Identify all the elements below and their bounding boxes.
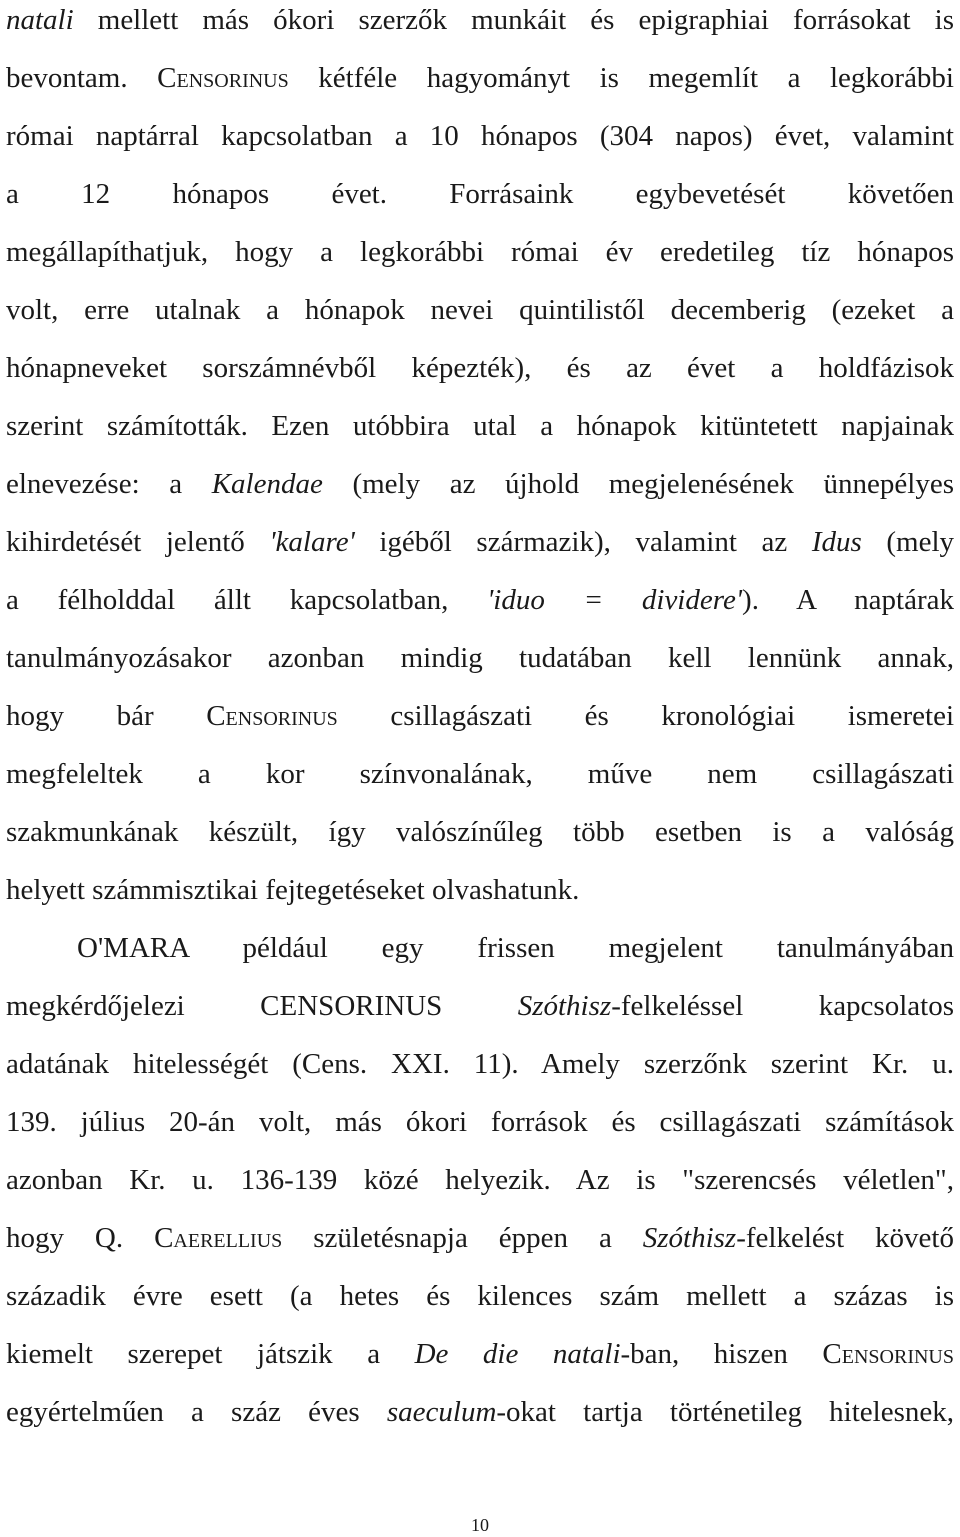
text-segment: (mely	[861, 526, 955, 558]
text-line	[6, 928, 954, 968]
text-line	[6, 1160, 954, 1200]
text-segment: mellett más ókori szerzők munkáit és epigraphiai forrásokat is	[73, 4, 954, 36]
text-line	[6, 696, 954, 736]
italic-text: saeculum	[386, 1396, 497, 1428]
text-segment: 139. július 20-án volt, más ókori források és csillagászati számítások	[6, 1106, 954, 1138]
text-line	[6, 348, 954, 388]
text-line	[6, 870, 954, 910]
text-segment: volt, erre utalnak a hónapok nevei quintilistől decemberig (ezeket a	[6, 294, 954, 326]
text-segment: megállapíthatjuk, hogy a legkorábbi római év eredetileg tíz hónapos	[6, 236, 954, 268]
italic-text: Szóthisz	[642, 1222, 737, 1254]
text-line	[6, 754, 954, 794]
italic-text: Szóthisz	[517, 990, 612, 1022]
text-segment: római naptárral kapcsolatban a 10 hónapos (304 napos) évet, valamint	[6, 120, 954, 152]
text-line	[6, 522, 954, 562]
text-line	[6, 1392, 954, 1432]
text-segment: csillagászati és kronológiai ismeretei	[337, 700, 954, 732]
italic-text: De die natali	[414, 1338, 621, 1370]
italic-text: Idus	[811, 526, 862, 558]
text-segment: adatának hitelességét (Cens. XXI. 11). Amely szerzőnk szerint Kr. u.	[6, 1048, 954, 1080]
text-segment: születésnapja éppen a	[282, 1222, 643, 1254]
text-segment: a félholddal állt kapcsolatban,	[6, 584, 488, 616]
text-line	[6, 58, 954, 98]
text-line	[6, 812, 954, 852]
italic-text: 'iduo = dividere'	[487, 584, 743, 616]
text-line	[6, 1218, 954, 1258]
text-line	[6, 0, 954, 40]
text-segment: szerint számították. Ezen utóbbira utal a hónapok kitüntetett napjainak	[6, 410, 954, 442]
text-line	[6, 638, 954, 678]
text-segment: ). A naptárak	[742, 584, 954, 616]
text-line	[6, 232, 954, 272]
text-segment: -felkeléssel kapcsolatos	[611, 990, 954, 1022]
text-segment: -ban, hiszen	[620, 1338, 823, 1370]
text-segment: egyértelműen a száz éves	[6, 1396, 387, 1428]
italic-text: Kalendae	[211, 468, 323, 500]
text-segment: hónapneveket sorszámnévből képezték), és az évet a holdfázisok	[6, 352, 954, 384]
text-line	[6, 1276, 954, 1316]
text-segment: szakmunkának készült, így valószínűleg több esetben is a valóság	[6, 816, 954, 848]
text-line	[6, 986, 954, 1026]
text-segment: O'MARA például egy frissen megjelent tanulmányában	[77, 932, 954, 964]
text-line	[6, 464, 954, 504]
text-segment: a 12 hónapos évet. Forrásaink egybevetését követően	[6, 178, 954, 210]
text-segment: kétféle hagyományt is megemlít a legkorábbi	[288, 62, 954, 94]
small-caps-name: Censorinus	[206, 700, 338, 732]
italic-text: natali	[6, 4, 74, 36]
text-line	[6, 290, 954, 330]
text-segment: igéből származik), valamint az	[354, 526, 812, 558]
text-segment: kihirdetését jelentő	[6, 526, 270, 558]
small-caps-name: Caerellius	[154, 1222, 283, 1254]
text-line	[6, 174, 954, 214]
text-segment: azonban Kr. u. 136-139 közé helyezik. Az is "szerencsés véletlen",	[6, 1164, 954, 1196]
text-segment: helyett számmisztikai fejtegetéseket olvashatunk.	[6, 874, 580, 906]
text-segment: hogy Q.	[6, 1222, 155, 1254]
text-segment: kiemelt szerepet játszik a	[6, 1338, 415, 1370]
small-caps-name: Censorinus	[822, 1338, 954, 1370]
text-line	[6, 1334, 954, 1374]
text-line	[6, 1102, 954, 1142]
text-segment: (mely az újhold megjelenésének ünnepélyes	[322, 468, 954, 500]
text-line	[6, 116, 954, 156]
text-line	[6, 1044, 954, 1084]
text-segment: -okat tartja történetileg hitelesnek,	[496, 1396, 954, 1428]
text-segment: -felkelést követő	[736, 1222, 954, 1254]
text-segment: századik évre esett (a hetes és kilences szám mellett a százas is	[6, 1280, 954, 1312]
text-line	[6, 406, 954, 446]
text-segment: hogy bár	[6, 700, 207, 732]
text-segment: bevontam.	[6, 62, 158, 94]
text-segment: elnevezése: a	[6, 468, 212, 500]
text-line	[6, 580, 954, 620]
text-segment: megkérdőjelezi CENSORINUS	[6, 990, 518, 1022]
text-segment: tanulmányozásakor azonban mindig tudatában kell lennünk annak,	[6, 642, 954, 674]
small-caps-name: Censorinus	[157, 62, 289, 94]
text-segment: megfeleltek a kor színvonalának, műve nem csillagászati	[6, 758, 954, 790]
page-number: 10	[471, 1515, 489, 1535]
italic-text: 'kalare'	[269, 526, 355, 558]
